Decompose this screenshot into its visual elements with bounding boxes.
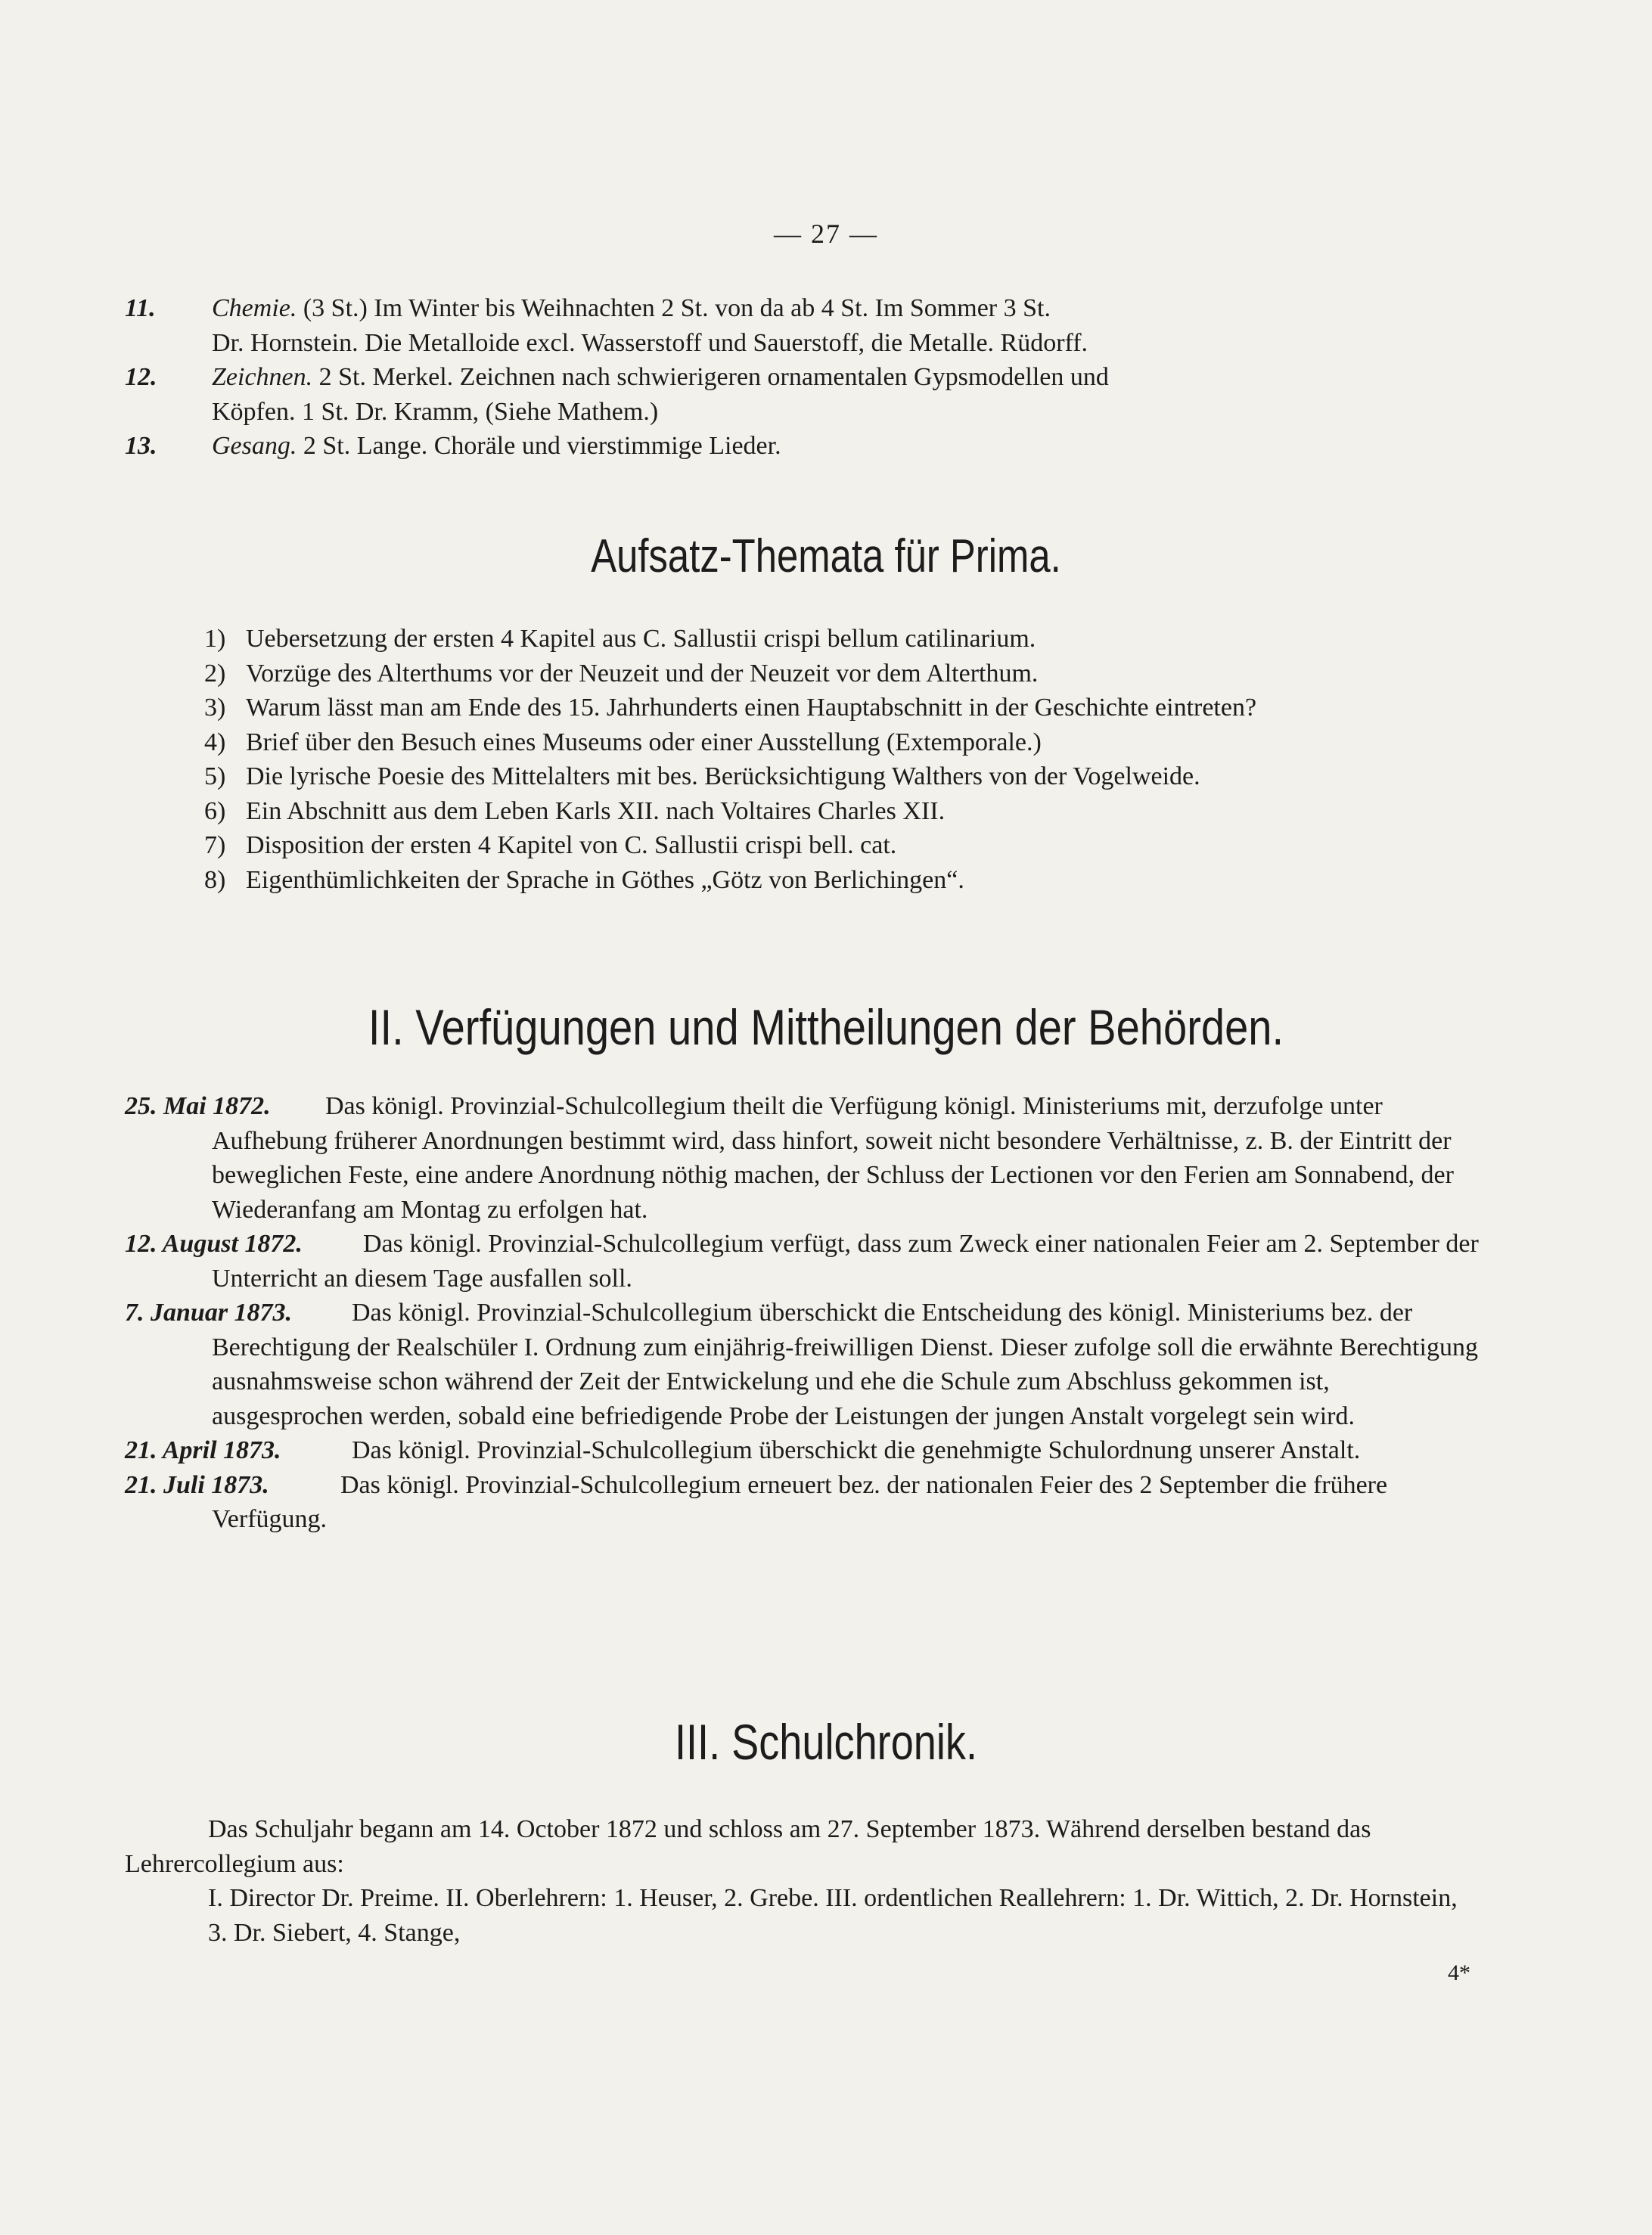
subject-entry: [125, 291, 1479, 360]
theme-number: 1): [204, 625, 226, 653]
subject-number: 12.: [125, 363, 157, 391]
rule-text: Das königl. Provinzial-Schulcollegium verfügt, dass zum Zweck einer nationalen Feier am 2. September der Unterricht an diesem Tage ausfallen soll.: [212, 1230, 1479, 1293]
theme-item: [125, 828, 1479, 863]
subject-line: Köpfen. 1 St. Dr. Kramm, (Siehe Mathem.): [212, 397, 659, 426]
theme-text: Vorzüge des Alterthums vor der Neuzeit und der Neuzeit vor dem Alterthum.: [246, 659, 1039, 688]
theme-number: 6): [204, 796, 226, 825]
section-title-themes: Aufsatz-Themata für Prima.: [591, 530, 1061, 582]
theme-number: 8): [204, 865, 226, 894]
chronicle-body: [125, 1812, 1479, 1950]
subject-line: (3 St.) Im Winter bis Weihnachten 2 St. von da ab 4 St. Im Sommer 3 St.: [303, 294, 1051, 322]
rule-item: [125, 1089, 1479, 1227]
rule-date: 12. August 1872.: [125, 1230, 303, 1258]
rule-date: 7. Januar 1873.: [125, 1299, 293, 1327]
subject-name: Gesang.: [212, 432, 297, 460]
theme-text: Eigenthümlichkeiten der Sprache in Göthes „Götz von Berlichingen“.: [246, 865, 964, 894]
subject-number: 11.: [125, 294, 156, 322]
theme-number: 5): [204, 762, 226, 790]
theme-text: Brief über den Besuch eines Museums oder einer Ausstellung (Extemporale.): [246, 728, 1042, 756]
rule-item: [125, 1227, 1479, 1296]
theme-item: [125, 863, 1479, 898]
theme-text: Uebersetzung der ersten 4 Kapitel aus C. Sallustii crispi bellum catilinarium.: [246, 625, 1036, 653]
theme-number: 2): [204, 659, 226, 688]
subject-entry: [125, 360, 1479, 429]
theme-item: [125, 759, 1479, 794]
chronicle-paragraph: Das Schuljahr begann am 14. October 1872 und schloss am 27. September 1873. Während derselben bestand das Lehrercollegium aus:: [125, 1815, 1371, 1878]
subject-list: [125, 291, 1479, 464]
subject-name: Chemie.: [212, 294, 297, 322]
theme-text: Disposition der ersten 4 Kapitel von C. Sallustii crispi bell. cat.: [246, 831, 897, 859]
section-title-chronicle: III. Schulchronik.: [674, 1714, 978, 1770]
subject-name: Zeichnen.: [212, 363, 313, 391]
chronicle-staff: I. Director Dr. Preime. II. Oberlehrern: 1. Heuser, 2. Grebe. III. ordentlichen Reallehrern: 1. Dr. Wittich, 2. Dr. Hornstein, 3. Dr. Siebert, 4. Stange,: [208, 1884, 1458, 1947]
theme-text: Warum lässt man am Ende des 15. Jahrhunderts einen Hauptabschnitt in der Geschichte eintreten?: [246, 694, 1257, 722]
rules-list: [125, 1089, 1479, 1537]
rule-item: [125, 1296, 1479, 1433]
theme-number: 7): [204, 831, 226, 859]
theme-item: [125, 622, 1479, 657]
subject-number: 13.: [125, 432, 157, 460]
rule-text: Das königl. Provinzial-Schulcollegium erneuert bez. der nationalen Feier des 2 September die frühere Verfügung.: [212, 1470, 1388, 1533]
rule-date: 25. Mai 1872.: [125, 1092, 271, 1120]
rule-item: [125, 1433, 1479, 1468]
rule-text: Das königl. Provinzial-Schulcollegium theilt die Verfügung königl. Ministeriums mit, derzufolge unter Aufhebung früherer Anordnungen bestimmt wird, dass hinfort, soweit nicht besondere Verhältnisse, z. B. der Eintritt der beweglichen Feste, eine andere Anordnung nöthig machen, der Schluss der Lectionen vor den Ferien am Sonnabend, der Wiederanfang am Montag zu erfolgen hat.: [212, 1092, 1454, 1224]
rule-date: 21. April 1873.: [125, 1436, 281, 1464]
theme-text: Die lyrische Poesie des Mittelalters mit bes. Berücksichtigung Walthers von der Vogelweide.: [246, 762, 1200, 790]
theme-item: [125, 725, 1479, 760]
rule-date: 21. Juli 1873.: [125, 1470, 269, 1499]
subject-line: 2 St. Lange. Choräle und vierstimmige Lieder.: [303, 432, 781, 460]
theme-text: Ein Abschnitt aus dem Leben Karls XII. nach Voltaires Charles XII.: [246, 796, 946, 825]
rule-text: Das königl. Provinzial-Schulcollegium überschickt die genehmigte Schulordnung unserer Anstalt.: [352, 1436, 1361, 1464]
signature-mark: 4*: [1448, 1960, 1470, 1985]
subject-entry: [125, 429, 1479, 464]
page-number: — 27 —: [774, 219, 878, 249]
theme-number: 3): [204, 694, 226, 722]
rule-text: Das königl. Provinzial-Schulcollegium überschickt die Entscheidung des königl. Ministeriums bez. der Berechtigung der Realschüler I. Ordnung zum einjährig-freiwilligen Dienst. Dieser zufolge soll die erwähnte Berechtigung ausnahmsweise schon während der Zeit der Entwickelung und ehe die Schule zum Abschluss gekommen ist, ausgesprochen werden, sobald eine befriedigende Probe der Leistungen der jungen Anstalt vorgelegt sein wird.: [212, 1299, 1478, 1430]
theme-item: [125, 691, 1479, 725]
themes-list: [125, 622, 1479, 897]
theme-item: [125, 657, 1479, 691]
section-title-rules: II. Verfügungen und Mittheilungen der Behörden.: [368, 999, 1284, 1055]
subject-line: 2 St. Merkel. Zeichnen nach schwierigeren ornamentalen Gypsmodellen und: [318, 363, 1109, 391]
theme-number: 4): [204, 728, 226, 756]
theme-item: [125, 794, 1479, 829]
rule-item: [125, 1468, 1479, 1537]
subject-line: Dr. Hornstein. Die Metalloide excl. Wasserstoff und Sauerstoff, die Metalle. Rüdorff.: [212, 328, 1088, 357]
